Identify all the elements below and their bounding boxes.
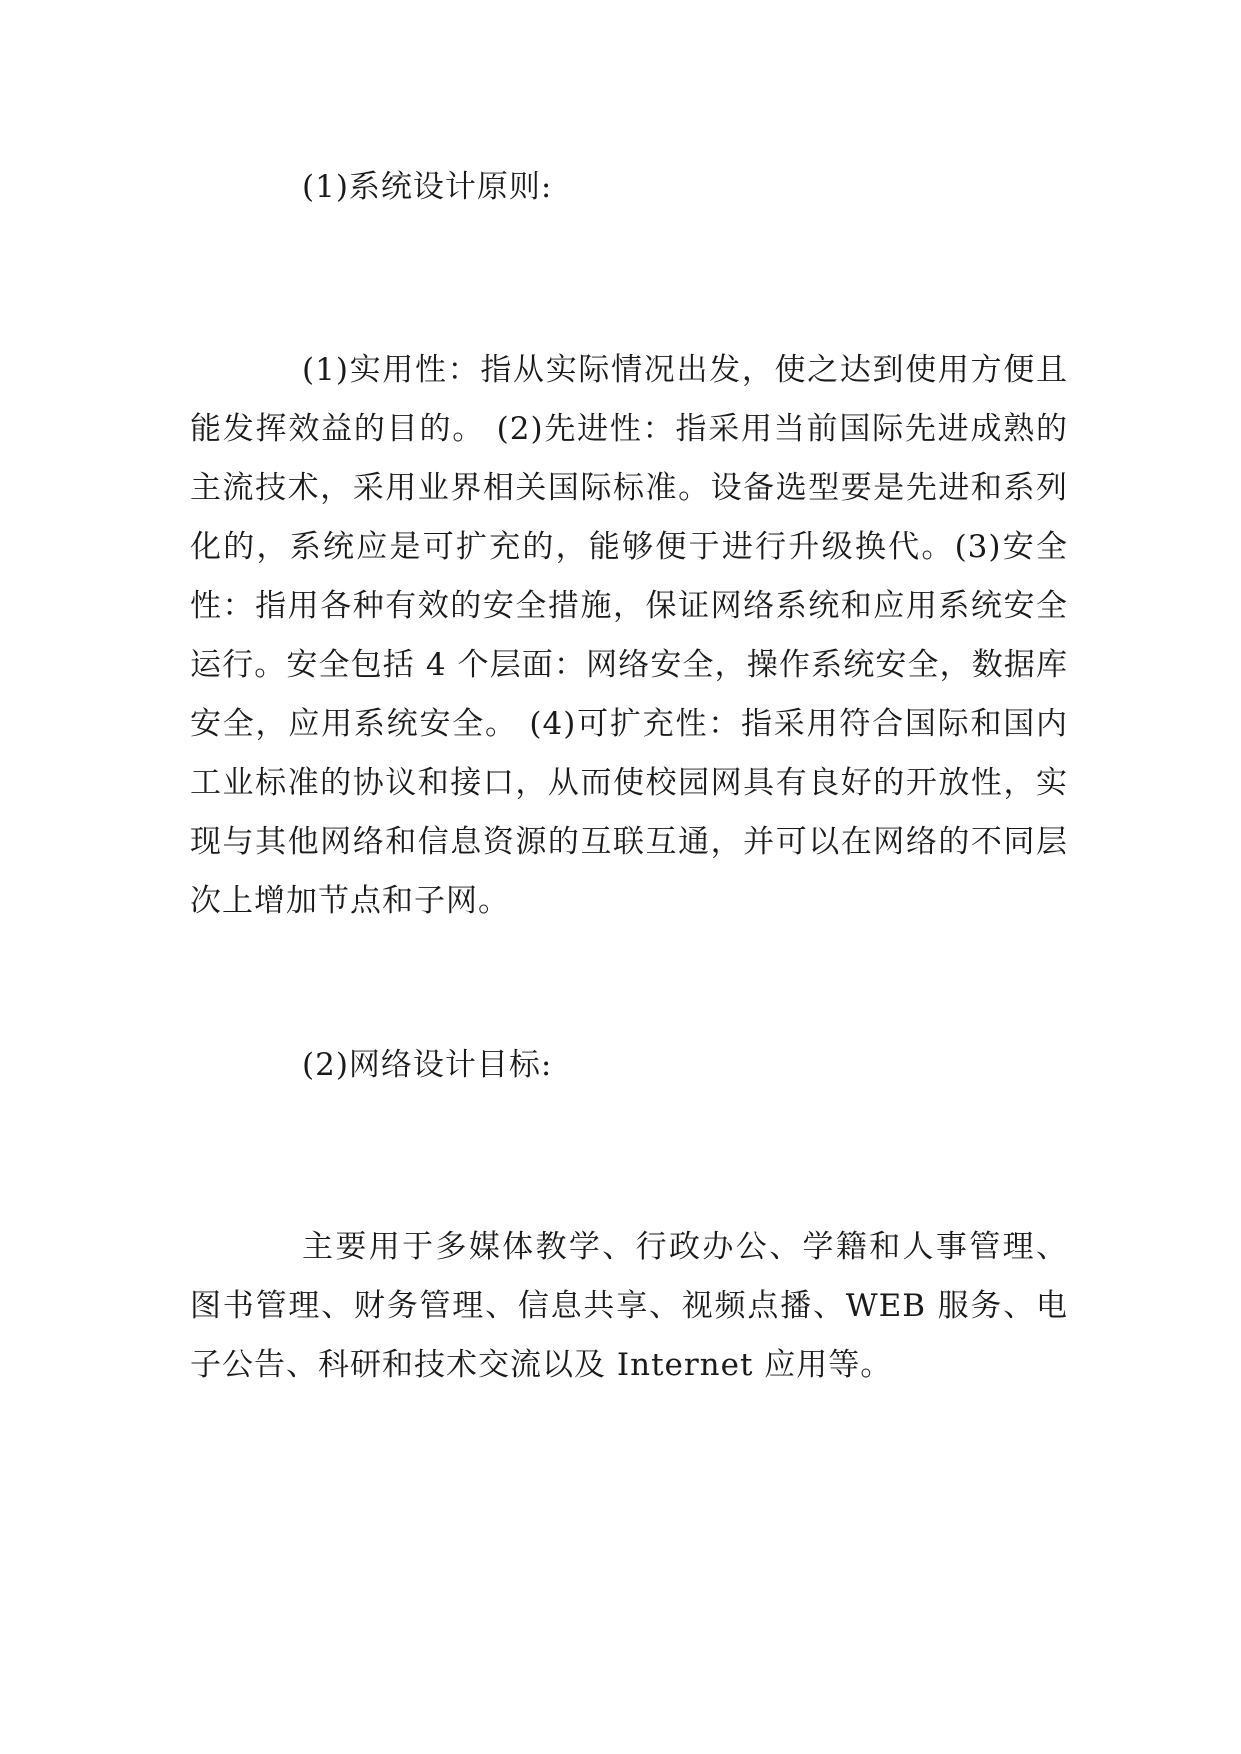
section-heading-network-goals: (2)网络设计目标: bbox=[302, 1047, 553, 1083]
paragraph-design-principles: (1)实用性：指从实际情况出发，使之达到使用方便且能发挥效益的目的。 (2)先进性：指采用当前国际先进成熟的主流技术，采用业界相关国际标准。设备选型要是先进和系列化的，系统应是可扩充的，能够便于进行升级换代。(3)安全性：指用各种有效的安全措施，保证网络系统和应用系统安全运行。安全包括 4 个层面：网络安全，操作系统安全，数据库安全，应用系统安全。 (4)可扩充性：指采用符合国际和国内工业标准的协议和接口，从而使校园网具有良好的开放性，实现与其他网络和信息资源的互联互通，并可以在网络的不同层次上增加节点和子网。 bbox=[190, 352, 1068, 919]
paragraph-network-goals: 主要用于多媒体教学、行政办公、学籍和人事管理、图书管理、财务管理、信息共享、视频点播、WEB 服务、电子公告、科研和技术交流以及 Internet 应用等。 bbox=[190, 1229, 1068, 1383]
section-heading-design-principles: (1)系统设计原则: bbox=[302, 169, 553, 205]
